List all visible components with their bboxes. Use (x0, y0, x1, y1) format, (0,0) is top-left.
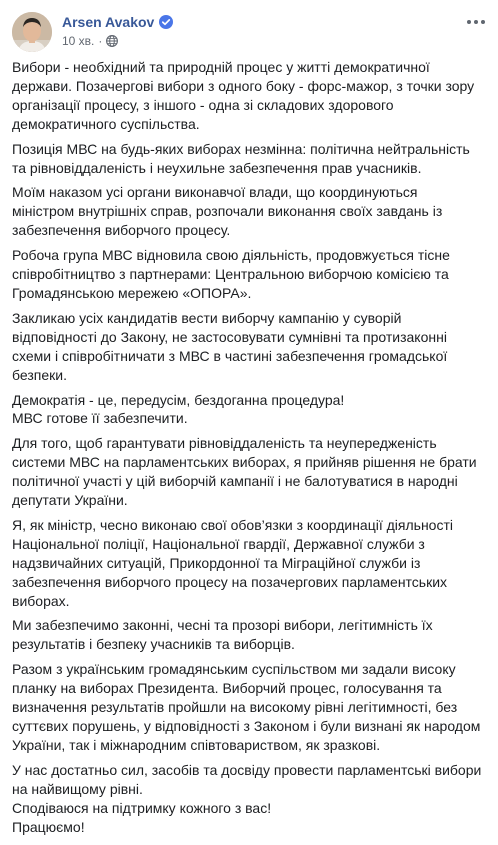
post-paragraph: Разом з українським громадянським суспільством ми задали високу планку на виборах Президента. Виборчий процес, голосування та визначення результатів пройшли на високому рівні легітимності, без суттєвих порушень, у відповідності з Законом і були визнані як народом України, так і міжнародним співтовариством, як зразкові. (12, 661, 481, 753)
meta-separator: · (98, 34, 103, 48)
more-options-icon[interactable] (464, 14, 488, 30)
globe-icon[interactable] (106, 35, 118, 47)
author-name-link[interactable]: Arsen Avakov (62, 14, 155, 30)
post-paragraph: Моїм наказом усі органи виконавчої влади, що координуються міністром внутрішніх справ, розпочали виконання своїх завдань із забезпечення виборчого процесу. (12, 184, 443, 239)
verified-badge-icon (159, 15, 173, 29)
post-paragraph: Робоча група МВС відновила свою діяльність, продовжується тісне співробітництво з партнерами: Центральною виборчою комісією та Громадянською мережею «ОПОРА». (12, 247, 450, 301)
post-timestamp-link[interactable]: 10 хв. (62, 34, 95, 48)
post-paragraph: Вибори - необхідний та природній процес у житті демократичної держави. Позачергові вибори з одного боку - форс-мажор, з точки зору організації процесу, з іншого - одна зі складових здорового демократичного суспільства. (12, 59, 475, 132)
post-header (0, 0, 498, 58)
avatar-portrait-icon (12, 12, 52, 52)
author-avatar[interactable] (12, 12, 52, 52)
post-paragraph: Ми забезпечимо законні, чесні та прозорі вибори, легітимність їх результатів і безпеку учасників та виборців. (12, 617, 433, 653)
author-line (62, 13, 173, 31)
post-paragraph: Я, як міністр, чесно виконаю свої обов’язки з координації діяльності Національної поліції, Національної гвардії, Державної служби з надзвичайних ситуацій, Прикордонної та Міграційної служби із забезпечення виборчого процесу на позачергових парламентських виборах. (12, 516, 453, 609)
post-paragraph: Для того, щоб гарантувати рівновіддаленість та неупередженість системи МВС на парламентських виборах, я прийняв рішення не брати політичної участі у цій виборчій кампанії і не балотуватися в народні депутати України. (12, 435, 477, 509)
post-paragraph: Закликаю усіх кандидатів вести виборчу кампанію у суворій відповідності до Закону, не застосовувати сумнівні та протизаконні схеми і співробітничати з МВС в частині забезпечення громадської безпеки. (12, 309, 448, 383)
post-paragraph: Позиція МВС на будь-яких виборах незмінна: політична нейтральність та рівновіддаленість і неухильне забезпечення прав учасників. (12, 140, 470, 176)
post-body (12, 58, 482, 842)
post-meta (62, 34, 118, 48)
post-paragraph: У нас достатньо сил, засобів та досвіду провести парламентські вибори на найвищому рівні. Сподіваюся на підтримку кожного з вас! Працюємо! (12, 761, 482, 835)
post-paragraph: Демократія - це, передусім, бездоганна процедура! МВС готове її забезпечити. (12, 391, 345, 427)
